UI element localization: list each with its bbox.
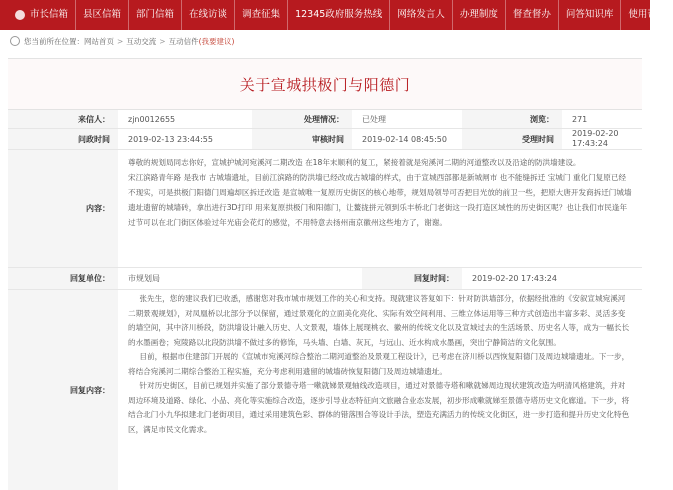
info-row-reply-content: [8, 290, 642, 490]
reply-unit-value: 市规划局: [128, 274, 160, 283]
nav-item-mayor-mailbox[interactable]: 市长信箱: [8, 0, 76, 30]
breadcrumb-separator: >: [117, 36, 124, 46]
reply-time-label: 回复时间：: [362, 268, 462, 289]
breadcrumb-prefix: 您当前所在位置：: [24, 36, 84, 46]
status-label: 处理情况：: [252, 110, 352, 128]
nav-item-online-interview[interactable]: 在线访谈: [182, 0, 235, 30]
accept-time-value: 2019-02-20 17:43:24: [572, 129, 619, 148]
top-nav-bar: [0, 0, 667, 30]
nav-item-survey[interactable]: 调查征集: [235, 0, 288, 30]
ask-time-value: 2019-02-13 23:44:55: [128, 134, 213, 144]
breadcrumb-interaction-link[interactable]: 互动交流: [126, 36, 157, 46]
sender-value: zjn0012655: [128, 114, 176, 124]
reply-time-value: 2019-02-20 17:43:24: [472, 274, 557, 283]
nav-item-spokesperson[interactable]: 网络发言人: [390, 0, 453, 30]
letter-content: [118, 150, 642, 267]
letter-info-table: [8, 109, 642, 490]
accept-time-label: 受理时间: [462, 129, 562, 149]
nav-item-supervision[interactable]: 督查督办: [506, 0, 559, 30]
review-time-label: 审核时间: [252, 129, 352, 149]
nav-item-county-mailbox[interactable]: 县区信箱: [76, 0, 129, 30]
review-time-value: 2019-02-14 08:45:50: [362, 134, 447, 144]
info-row-content: [8, 150, 642, 268]
reply-paragraph: 目前，根据市住建部门开展的《宣城市宛溪河综合整治二期河道整治及景观工程设计》，已考虑在济川桥以西恢复阳德门及周边城墙遗址。下一步，将结合宛溪河二期综合整治工程实施，充分考虑利用遗留的城墙砖恢复阳德门及周边城墙遗址。: [128, 352, 630, 376]
content-paragraph: 尊敬的规划局同志你好，宣城护城河宛溪河二期改造 在18年末顺利的复工，紧接着就是宛溪河二期的河道整改以及沿途的防洪墙建设。: [128, 158, 581, 167]
reply-paragraph: 针对历史街区，目前已规划并实施了部分景德寺塔一嗽就娣景观轴线改造项目，通过对景德寺塔和嗽就娣周边现状建筑改造为明清风格建筑，并对周边环境及道路、绿化、小品、亮化等实施综合改造，逐步引导业态特征向文旅融合业态发展，初步形成嗽就娣至景德寺塔历史文化廊道。下一步，将结合北门小九华拟建北门老街项目，通过采用建筑色彩、群体的错落围合等设计手法，塑造充满活力的传统文化街区，进一步打造和提升历史文化特色区，满足市民文化需求。: [128, 381, 630, 434]
views-value: 271: [572, 114, 588, 124]
sender-label: 来信人：: [8, 110, 118, 128]
page-title: 关于宣城拱极门与阳德门: [239, 75, 411, 94]
breadcrumb-letters-link[interactable]: 互动信件: [168, 36, 199, 46]
nav-item-dept-mailbox[interactable]: 部门信箱: [129, 0, 182, 30]
content-label: 内容：: [8, 150, 118, 267]
info-row-sender: [8, 110, 642, 129]
status-value: 已处理: [362, 114, 386, 124]
nav-item-procedures[interactable]: 办理制度: [453, 0, 506, 30]
reply-content: [118, 290, 642, 490]
breadcrumb-highlight: (我要建议): [198, 36, 235, 46]
nav-item-knowledge-base[interactable]: 问答知识库: [559, 0, 622, 30]
breadcrumb-home-link[interactable]: 网站首页: [84, 36, 114, 46]
info-row-reply-unit: [8, 268, 642, 290]
reply-paragraph: 张先生，您的建议我们已收悉，感谢您对我市城市规划工作的关心和支持。现就建议答复如下：针对防洪墙部分，依据经批准的《安叙宣城宛溪河二期景观规划》，对凤凰桥以北部分予以保留，通过景观化的立面美化亮化、实际有效空间利用、三维立体运用等三种方式创造出丰富多彩、灵活多变的墙空间，其中济川桥段，防洪墙设计融入历史、人文景观，墙体上展现桃衣、徽州的传统文化以及宣城过去的生活场景、历史名人等，成为一幅长长的水墨画卷；宛陵路以北段防洪墙不做过多的修饰，马头墙、白墙、灰瓦，与远山、近水构成水墨画，突出宁静简洁的文化氛围。: [128, 294, 630, 347]
views-label: 浏览：: [462, 110, 562, 128]
nav-item-help[interactable]: 使用帮助: [628, 9, 667, 20]
breadcrumb: [0, 30, 650, 52]
nav-item-hotline[interactable]: 12345政府服务热线: [288, 0, 390, 30]
home-icon: [15, 10, 25, 20]
info-row-times: [8, 129, 642, 150]
breadcrumb-separator: >: [159, 36, 166, 46]
content-paragraph: 宋江滨路青年路 是我市 古城墙遗址，目前江滨路的防洪墙已经改成古城墙的样式，由于宣城西部都是新城闸市 也不能缝拆迁 宝城门 重化门复原已经不现实，可是拱极门阳德门周遍却区拆迁改造 是宣城唯一复原历史街区的核心地带，规划局领导可否把目光放的前卫一些，把原大唐开发商拆迁门城墙遗址遗留的城墙砖，拿出进行3D打印 用来复原拱极门和阳德门，让鳌拢拼元领到乐丰桥北门老街这一段打造区域性的历史街区呢？也让我们市民逢年过节可以在北门街区体验过年光庙会花灯的感觉，不用特意去扬州南京徽州这些地方了，谢谢。: [128, 173, 632, 227]
reply-unit-label: 回复单位：: [8, 268, 118, 289]
location-icon: [10, 36, 20, 46]
ask-time-label: 问政时间: [8, 129, 118, 149]
page-title-box: [8, 58, 642, 109]
reply-content-label: 回复内容：: [8, 290, 118, 490]
